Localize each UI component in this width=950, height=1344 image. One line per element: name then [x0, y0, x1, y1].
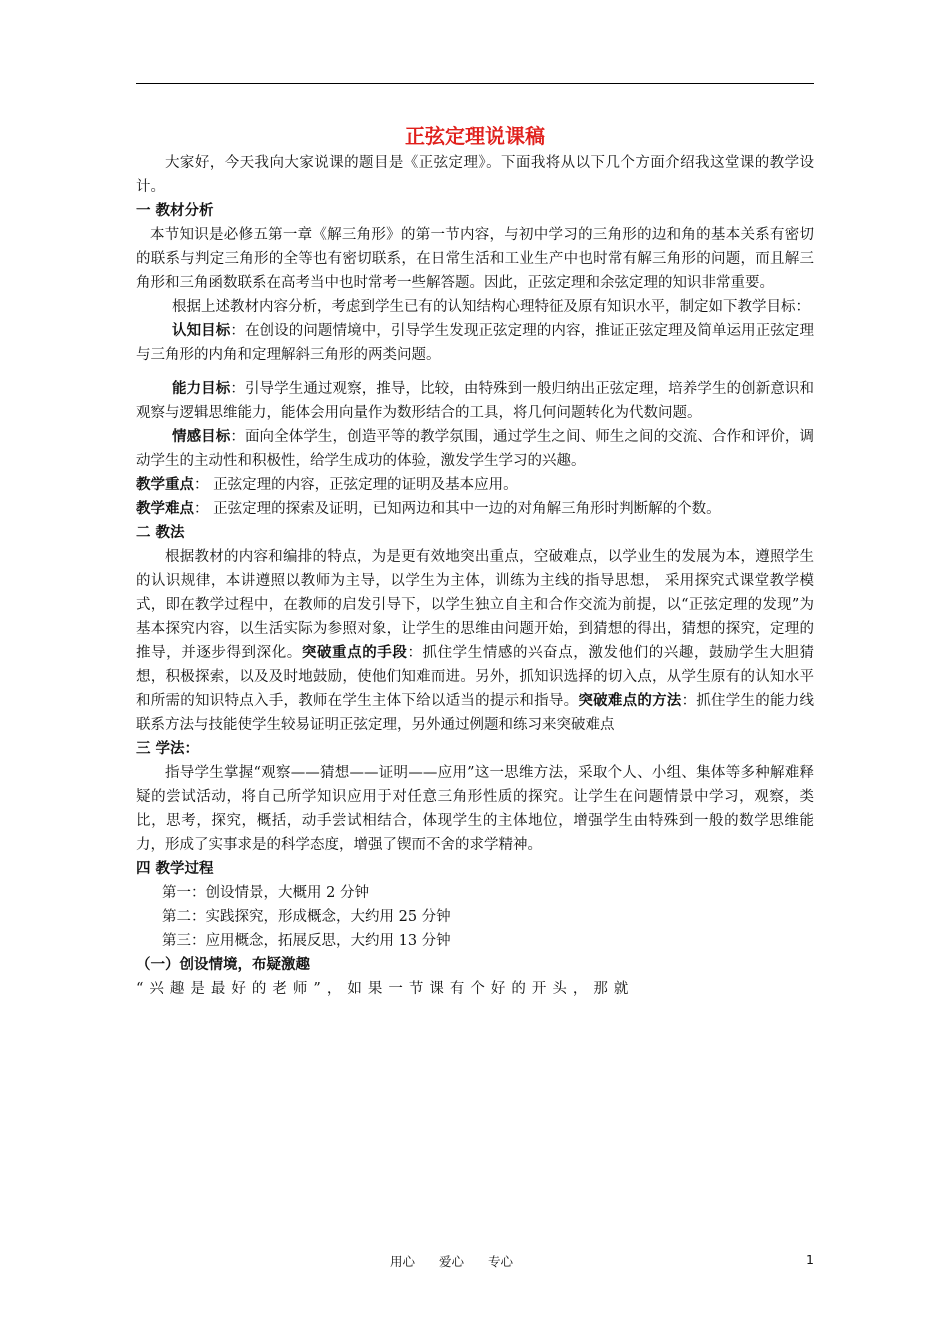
- section2-paragraph: [136, 545, 814, 737]
- key-breakthrough-label: 突破重点的手段: [301, 645, 408, 661]
- cognitive-goal-label: 认知目标: [172, 323, 231, 339]
- section2-text-1: 根据教材的内容和编排的特点，为是更有效地突出重点，空破难点，以学业生的发展为本，遵照学生的认识规律，本讲遵照以教师为主导，以学生为主体，训练为主线的指导思想， 采用探究式课堂教学模式，即在教学过程中，在教师的启发引导下，以学生独立自主和合作交流为前提，以“正弦定理的发现”为基本探究内容，以生活实际为参照对象，让学生的思维由问题开始，到猜想的得出，猜想的探究，定理的推导，并逐步得到深化。: [136, 549, 814, 661]
- page-number: 1: [806, 1252, 814, 1267]
- section-heading-4: 四 教学过程: [136, 861, 214, 877]
- emotion-goal-text: ：面向全体学生，创造平等的教学氛围，通过学生之间、师生之间的交流、合作和评价，调动学生的主动性和积极性，给学生成功的体验，激发学生学习的兴趣。: [136, 429, 814, 469]
- section1-paragraph-2: 根据上述教材内容分析，考虑到学生已有的认知结构心理特征及原有知识水平，制定如下教学目标：: [172, 299, 810, 315]
- key-point-text: ： 正弦定理的内容，正弦定理的证明及基本应用。: [194, 477, 518, 493]
- process-step-2: 第二：实践探究，形成概念，大约用 25 分钟: [162, 909, 451, 925]
- section2-text-3: ：抓住学生的能力线联系方法与技能使学生较易证明正弦定理，另外通过例题和练习来突破难点: [136, 693, 815, 733]
- emotion-goal-label: 情感目标: [172, 429, 231, 445]
- section1-paragraph-1: 本节知识是必修五第一章《解三角形》的第一节内容，与初中学习的三角形的边和角的基本关系有密切的联系与判定三角形的全等也有密切联系，在日常生活和工业生产中也时常有解三角形的问题，而且解三角形和三角函数联系在高考当中也时常考一些解答题。因此，正弦定理和余弦定理的知识非常重要。: [136, 227, 814, 291]
- header-rule: [136, 83, 814, 84]
- ability-goal: [136, 377, 814, 425]
- emotion-goal: [136, 425, 814, 473]
- subsection-heading: （一）创设情境，布疑激趣: [136, 957, 310, 973]
- ability-goal-text: ：引导学生通过观察，推导，比较，由特殊到一般归纳出正弦定理，培养学生的创新意识和观察与逻辑思维能力，能体会用向量作为数形结合的工具，将几何问题转化为代数问题。: [136, 381, 814, 421]
- document-title: 正弦定理说课稿: [405, 124, 545, 148]
- teaching-key-point: [136, 473, 814, 497]
- ability-goal-label: 能力目标: [172, 381, 231, 397]
- document-body: [136, 151, 814, 1001]
- section3-paragraph: 指导学生掌握“观察——猜想——证明——应用”这一思维方法，采取个人、小组、集体等多种解难释疑的尝试活动，将自己所学知识应用于对任意三角形性质的探究。让学生在问题情景中学习，观察，类比，思考，探究，概括，动手尝试相结合，体现学生的主体地位，增强学生由特殊到一般的数学思维能力，形成了实事求是的科学态度，增强了锲而不舍的求学精神。: [136, 765, 814, 853]
- section-heading-3: 三 学法：: [136, 741, 200, 757]
- section-heading-1: 一 教材分析: [136, 203, 214, 219]
- cognitive-goal: [136, 319, 814, 367]
- section-heading-2: 二 教法: [136, 525, 185, 541]
- difficulty-text: ： 正弦定理的探索及证明，已知两边和其中一边的对角解三角形时判断解的个数。: [194, 501, 721, 517]
- difficulty-breakthrough-label: 突破难点的方法: [578, 693, 682, 709]
- process-step-1: 第一：创设情景，大概用 2 分钟: [162, 885, 369, 901]
- intro-paragraph: 大家好，今天我向大家说课的题目是《正弦定理》。下面我将从以下几个方面介绍我这堂课的教学设计。: [136, 155, 814, 195]
- key-point-label: 教学重点: [136, 477, 194, 493]
- process-step-3: 第三：应用概念，拓展反思，大约用 13 分钟: [162, 933, 451, 949]
- teaching-difficulty: [136, 497, 814, 521]
- closing-line: “兴趣是最好的老师”，如果一节课有个好的开头，那就: [136, 981, 635, 997]
- section2-text-2: ：抓住学生情感的兴奋点，激发他们的兴趣，鼓励学生大胆猜想，积极探索，以及及时地鼓励，使他们知难而进。另外，抓知识选择的切入点，从学生原有的认知水平和所需的知识特点入手，教师在学生主体下给以适当的提示和指导。: [136, 645, 815, 709]
- cognitive-goal-text: ：在创设的问题情境中，引导学生发现正弦定理的内容，推证正弦定理及简单运用正弦定理与三角形的内角和定理解斜三角形的两类问题。: [136, 323, 814, 363]
- difficulty-label: 教学难点: [136, 501, 194, 517]
- footer-slogan: 用心 爱心 专心: [390, 1254, 513, 1269]
